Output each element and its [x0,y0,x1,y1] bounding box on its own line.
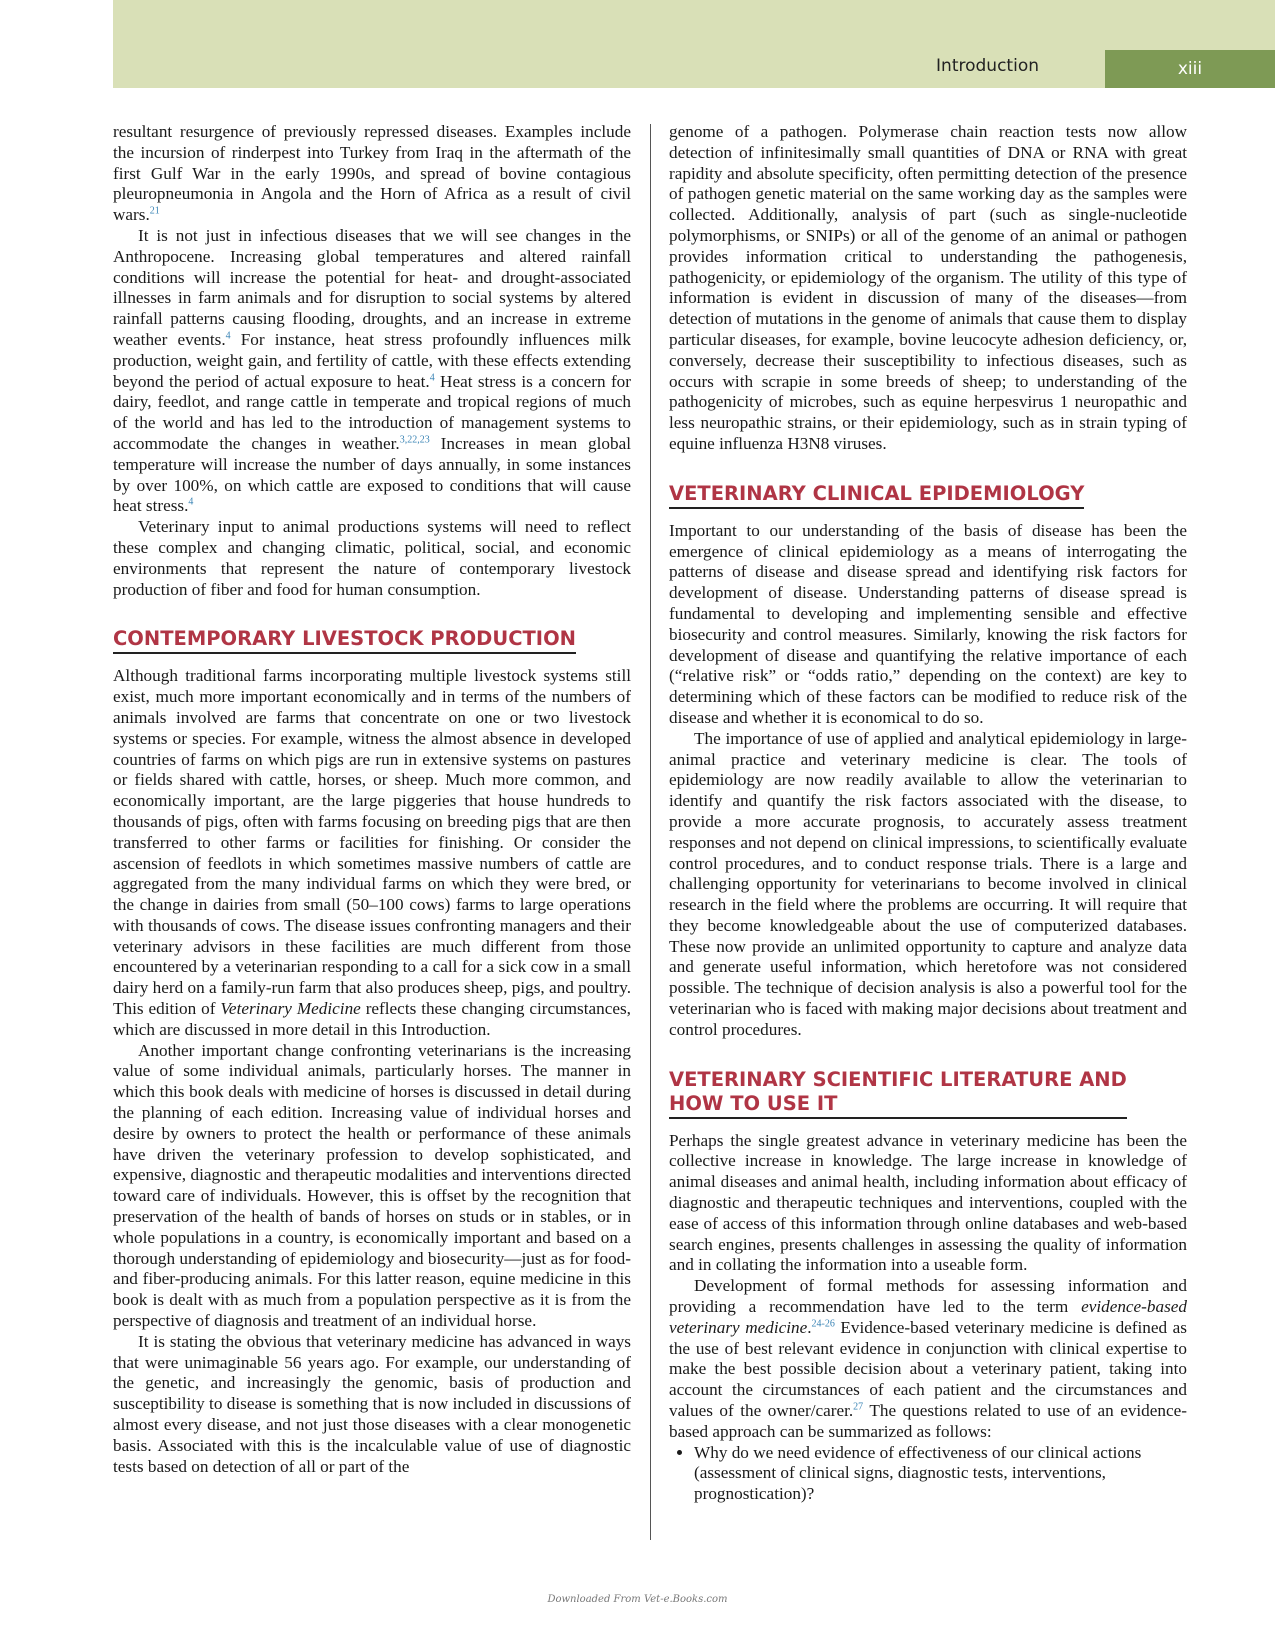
paragraph: It is not just in infectious diseases that we will see changes in the Anthropocene. Increasing global temperatures and altered rainfall conditions will increase the potential for heat- and drought-associated illnesses in farm animals and for disruption to social systems by altered rainfall patterns causing flooding, droughts, and an increase in extreme weather events.$^4$ For instance, heat stress profoundly influences milk production, weight gain, and fertility of cattle, with these effects extending beyond the period of actual exposure to heat.$^4$ Heat stress is a concern for dairy, feedlot, and range cattle in temperate and tropical regions of much of the world and has led to the introduction of management systems to accommodate the changes in weather.$^{3,22,23}$ Increases in mean global temperature will increase the number of days annually, in some instances by over 100%, on which cattle are exposed to conditions that will cause heat stress.$^4$ [113,225,632,516]
citation-ref[interactable]: 3,22,23 [399,434,430,446]
citation-ref[interactable]: 4 [225,330,231,342]
citation-ref[interactable]: 4 [429,371,435,383]
paragraph: Development of formal methods for assessing information and providing a recommendation have led to the term evidence-based veterinary medicine.$^{24-26}$ Evidence-based veterinary medicine is defined as the use of best relevant evidence in conjunction with clinical expertise to make the best possible decision about a veterinary patient, taking into account the circumstances of each patient and the circumstances and values of the owner/carer.$^{27}$ The questions related to use of an evidence-based approach can be summarized as follows: [669,1276,1187,1441]
page-number: xiii [1105,50,1275,88]
section-heading: VETERINARY CLINICAL EPIDEMIOLOGY [669,482,1084,509]
paragraph: Important to our understanding of the basis of disease has been the emergence of clinical epidemiology as a means of interrogating the patterns of disease and disease spread and identifying risk factors for development of disease. Understanding patterns of disease spread is fundamental to developing and implementing sensible and effective biosecurity and control measures. Similarly, knowing the risk factors for development of disease and quantifying the relative importance of each (“relative risk” or “odds ratio,” depending on the context) are key to determining which of these factors can be modified to reduce risk of the disease and whether it is economical to do so. [669,520,1187,727]
paragraph: Although traditional farms incorporating multiple livestock systems still exist, much more important economically and in terms of the numbers of animals involved are farms that concentrate on one or two livestock systems or species. For example, witness the almost absence in developed countries of farms on which pigs are run in extensive systems on pastures or fields shared with cattle, horses, or sheep. Much more common, and economically important, are the large piggeries that house hundreds to thousands of pigs, often with farms focusing on breeding pigs that are then transferred to other farms or facilities for finishing. Or consider the ascension of feedlots in which sometimes massive numbers of cattle are aggregated from the many individual farms on which they were bred, or the change in dairies from small (50–100 cows) farms to large operations with thousands of cows. The disease issues confronting managers and their veterinary advisors in these facilities are much different from those encountered by a veterinarian responding to a call for a sick cow in a small dairy herd on a family-run farm that also produces sheep, pigs, and poultry. This edition of Veterinary Medicine reflects these changing circumstances, which are discussed in more detail in this Introduction. [113,666,631,1039]
paragraph: Perhaps the single greatest advance in veterinary medicine has been the collective increase in knowledge. The large increase in knowledge of animal diseases and animal health, including information about efficacy of diagnostic and therapeutic techniques and interventions, coupled with the ease of access of this information through online databases and web-based search engines, presents challenges in assessing the quality of information and in collating the information into a useable form. [669,1130,1187,1275]
list-item: • Why do we need evidence of effectiveness of our clinical actions (assessment of clinical signs, diagnostic tests, interventions, prognostication)? [694,1443,1187,1505]
paragraph: genome of a pathogen. Polymerase chain reaction tests now allow detection of infinitesimally small quantities of DNA or RNA with great rapidity and absolute specificity, often permitting detection of the presence of pathogen genetic material on the same working day as the samples were collected. Additionally, analysis of part (such as single-nucleotide polymorphisms, or SNIPs) or all of the genome of an animal or pathogen provides information critical to understanding the pathogenesis, pathogenicity, or epidemiology of the organism. The utility of this type of information is evident in discussion of many of the diseases—from detection of mutations in the genome of animals that cause them to display particular diseases, for example, bovine leucocyte adhesion deficiency, or, conversely, decrease their susceptibility to infectious diseases, such as occurs with scrapie in some breeds of sheep; to understanding of the pathogenicity of microbes, such as equine herpesvirus 1 neuropathic and less neuropathic strains, or their epidemiology, such as in strain typing of equine influenza H3N8 viruses. [669,122,1187,453]
left-column [113,122,631,1477]
column-divider [650,124,651,1540]
right-column [669,122,1187,1505]
bullet-list [669,1443,1187,1505]
citation-ref[interactable]: 4 [188,496,194,508]
footer-watermark: Downloaded From Vet-e.Books.com [547,1594,728,1605]
paragraph: It is stating the obvious that veterinary medicine has advanced in ways that were unimaginable 56 years ago. For example, our understanding of the genetic, and increasingly the genomic, basis of production and susceptibility to disease is something that is now included in discussions of almost every disease, and not just those diseases with a clear monogenetic basis. Associated with this is the incalculable value of use of diagnostic tests based on detection of all or part of the [113,1331,631,1476]
running-header-section: Introduction [936,56,1039,76]
citation-ref[interactable]: 27 [853,1401,864,1413]
citation-ref[interactable]: 21 [149,205,160,217]
paragraph: Veterinary input to animal productions systems will need to reflect these complex and changing climatic, political, social, and economic environments that represent the nature of contemporary livestock production of fiber and food for human consumption. [113,517,631,599]
section-heading: CONTEMPORARY LIVESTOCK PRODUCTION [113,627,576,654]
section-heading: VETERINARY SCIENTIFIC LITERATURE AND HOW TO USE IT [669,1068,1127,1119]
paragraph: Another important change confronting veterinarians is the increasing value of some individual animals, particularly horses. The manner in which this book deals with medicine of horses is discussed in detail during the planning of each edition. Increasing value of individual horses and desire by owners to protect the health or performance of these animals have driven the veterinary profession to develop sophisticated, and expensive, diagnostic and therapeutic modalities and interventions directed toward care of individuals. However, this is offset by the recognition that preservation of the health of bands of horses on studs or in stables, or in whole populations in a country, is economically important and based on a thorough understanding of epidemiology and biosecurity—just as for food- and fiber-producing animals. For this latter reason, equine medicine in this book is dealt with as much from a population perspective as it is from the perspective of diagnosis and treatment of an individual horse. [113,1040,631,1331]
paragraph: The importance of use of applied and analytical epidemiology in large-animal practice and veterinary medicine is clear. The tools of epidemiology are now readily available to allow the veterinarian to identify and quantify the risk factors associated with the disease, to provide a more accurate prognosis, to accurately assess treatment responses and not depend on clinical impressions, to scientifically evaluate control procedures, and to conduct response trials. There is a large and challenging opportunity for veterinarians to become involved in clinical research in the field where the problems are occurring. It will require that they become knowledgeable about the use of computerized databases. These now provide an unlimited opportunity to capture and analyze data and generate useful information, which heretofore was not considered possible. The technique of decision analysis is also a powerful tool for the veterinarian who is faced with making major decisions about treatment and control procedures. [669,728,1187,1039]
header-band [113,0,1275,88]
citation-ref[interactable]: 24-26 [811,1318,835,1330]
paragraph: resultant resurgence of previously repressed diseases. Examples include the incursion of rinderpest into Turkey from Iraq in the aftermath of the first Gulf War in the early 1990s, and spread of bovine contagious pleuropneumonia in Angola and the Horn of Africa as a result of civil wars.$^{21}$ [113,122,631,225]
